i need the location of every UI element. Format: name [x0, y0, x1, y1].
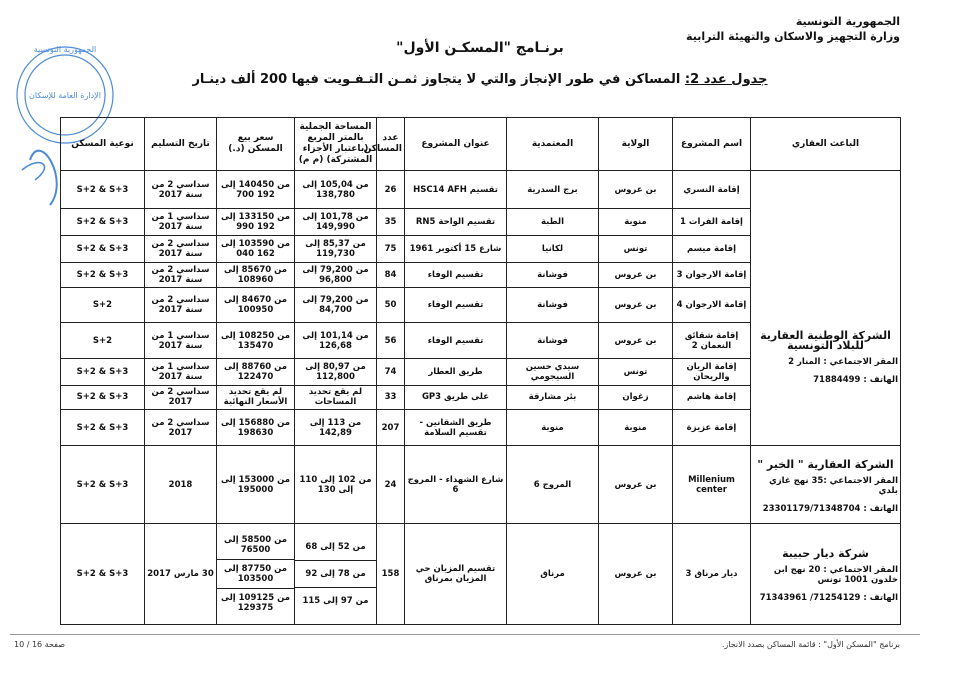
cell-price: من 133150 إلى 192 990: [217, 209, 295, 236]
cell-type: S+2: [61, 323, 145, 359]
header-address: عنوان المشروع: [405, 118, 507, 171]
cell-governorate: بن عروس: [599, 446, 673, 524]
cell-area: [295, 523, 377, 624]
cell-governorate: بن عروس: [599, 523, 673, 624]
header-governorate: الولاية: [599, 118, 673, 171]
price-range: من 58500 إلى 76500: [223, 534, 288, 555]
cell-governorate: بن عروس: [599, 287, 673, 322]
table-description: المساكن في طور الإنجاز والتي لا يتجاوز ثمـن التـفـويت فيها 200 ألف دينـار: [192, 72, 681, 87]
area-range: من 78 إلى 92: [295, 560, 376, 587]
developer-phone: الهاتف : 71884499: [813, 374, 898, 385]
cell-project: Millenium center: [673, 446, 751, 524]
cell-governorate: زغوان: [599, 385, 673, 409]
cell-delegation: فوشانة: [507, 263, 599, 287]
cell-delivery: سداسي 1 من سنة 2017: [145, 323, 217, 359]
developer-cell: [751, 446, 901, 524]
cell-type: S+2 & S+3: [61, 359, 145, 386]
cell-price: من 108250 إلى 135470: [217, 323, 295, 359]
header-price: سعر بيع المسكن (د.): [217, 118, 295, 171]
cell-price: من 156880 إلى 198630: [217, 410, 295, 446]
cell-area: من 85,37 إلى 119,730: [295, 235, 377, 263]
cell-area: لم يقع تحديد المساحات: [295, 385, 377, 409]
developer-address: المقر الاجتماعي :35 نهج غازي بلدي: [768, 476, 898, 497]
table-row: [61, 446, 901, 524]
developer-phone: الهاتف : 23301179/71348704: [762, 504, 898, 515]
svg-text:الإدارة العامة للإسكان: الإدارة العامة للإسكان: [29, 91, 101, 100]
housing-table: [60, 117, 901, 625]
price-range: من 109125 إلى 129375: [217, 588, 294, 617]
cell-price: [217, 523, 295, 624]
cell-count: 84: [377, 263, 405, 287]
cell-price: من 103590 إلى 162 040: [217, 235, 295, 263]
table-number-label: جدول عدد 2:: [684, 72, 768, 87]
cell-area: من 101,78 إلى 149,990: [295, 209, 377, 236]
developer-address: المقر الاجتماعي : 20 نهج ابن خلدون 1001 تونس: [773, 565, 898, 586]
cell-project: إقامة ميسم: [673, 235, 751, 263]
table-body: [61, 171, 901, 625]
cell-governorate: تونس: [599, 235, 673, 263]
svg-text:الجمهورية التونسية: الجمهورية التونسية: [33, 45, 97, 54]
developer-phone: الهاتف : 71254129/ 71343961: [759, 593, 898, 604]
cell-type: S+2 & S+3: [61, 410, 145, 446]
table-row: [61, 171, 901, 209]
table-row: [61, 523, 901, 624]
cell-delivery: سداسي 2 من سنة 2017: [145, 171, 217, 209]
cell-count: 50: [377, 287, 405, 322]
cell-type: S+2 & S+3: [61, 263, 145, 287]
cell-delivery: سداسي 1 من سنة 2017: [145, 209, 217, 236]
cell-price: من 153000 إلى 195000: [217, 446, 295, 524]
cell-price: من 88760 إلى 122470: [217, 359, 295, 386]
republic-label: الجمهورية التونسية: [795, 15, 900, 28]
cell-delivery: سداسي 2 من 2017: [145, 410, 217, 446]
page-number: صفحة 16 / 10: [14, 640, 65, 649]
cell-count: 35: [377, 209, 405, 236]
developer-name: شركة ديار حبيبة: [782, 547, 869, 561]
cell-delegation: برج السدرية: [507, 171, 599, 209]
cell-price: لم يقع تحديد الأسعار النهائية: [217, 385, 295, 409]
cell-delivery: سداسي 2 من سنة 2017: [145, 235, 217, 263]
cell-delivery: سداسي 2 من سنة 2017: [145, 263, 217, 287]
cell-price: من 84670 إلى 100950: [217, 287, 295, 322]
area-range: من 97 إلى 115: [295, 587, 376, 614]
cell-count: 158: [377, 523, 405, 624]
cell-delegation: سيدي حسين السيجومي: [507, 359, 599, 386]
developer-address: المقر الاجتماعي : المنار 2: [788, 356, 898, 367]
cell-count: 26: [377, 171, 405, 209]
cell-address: تقسيم المزيان حي المزيان بمرناق: [405, 523, 507, 624]
table-header-row: [61, 118, 901, 171]
cell-governorate: منوبة: [599, 209, 673, 236]
cell-type: S+2 & S+3: [61, 446, 145, 524]
developer-name: الشركة العقارية " الخير ": [757, 458, 894, 472]
cell-delivery: 2018: [145, 446, 217, 524]
cell-project: ديار مرناق 3: [673, 523, 751, 624]
area-range: من 52 إلى 68: [305, 541, 366, 552]
cell-area: من 79,200 إلى 84,700: [295, 287, 377, 322]
cell-project: إقامة الارجوان 3: [673, 263, 751, 287]
cell-price: من 85670 إلى 108960: [217, 263, 295, 287]
header-delivery: تاريخ التسليم: [145, 118, 217, 171]
cell-project: إقامة عزيزة: [673, 410, 751, 446]
cell-project: إقامة هاشم: [673, 385, 751, 409]
cell-address: تقسيم HSC14 AFH: [405, 171, 507, 209]
cell-delegation: الطبة: [507, 209, 599, 236]
cell-project: إقامة الريان والريحان: [673, 359, 751, 386]
header-type: نوعية المسكن: [61, 118, 145, 171]
header-delegation: المعتمدية: [507, 118, 599, 171]
cell-area: من 102 إلى 110 إلى 130: [295, 446, 377, 524]
cell-delivery: سداسي 2 من سنة 2017: [145, 287, 217, 322]
footer-divider: [10, 634, 920, 635]
cell-delegation: المروج 6: [507, 446, 599, 524]
cell-type: S+2 & S+3: [61, 385, 145, 409]
cell-area: من 101,14 إلى 126,68: [295, 323, 377, 359]
cell-count: 24: [377, 446, 405, 524]
cell-count: 33: [377, 385, 405, 409]
ministry-label: وزارة التجهيز والاسكان والتهيئة الترابية: [686, 30, 900, 43]
header-project: اسم المشروع: [673, 118, 751, 171]
cell-delivery: سداسي 1 من سنة 2017: [145, 359, 217, 386]
header-area: المساحة الجملية بالمتر المربع (باعتبار الأجزاء المشتركة) (م م): [295, 118, 377, 171]
cell-area: من 80,97 إلى 112,800: [295, 359, 377, 386]
price-range: من 87750 إلى 103500: [217, 559, 294, 588]
cell-address: تقسيم الواحة RN5: [405, 209, 507, 236]
cell-type: S+2: [61, 287, 145, 322]
cell-address: شارع 15 أكتوبر 1961: [405, 235, 507, 263]
cell-project: إقامة الفرات 1: [673, 209, 751, 236]
cell-address: تقسيم الوفاء: [405, 263, 507, 287]
cell-governorate: تونس: [599, 359, 673, 386]
header-developer: الباعث العقاري: [751, 118, 901, 171]
developer-cell: [751, 523, 901, 624]
cell-type: S+2 & S+3: [61, 171, 145, 209]
cell-address: على طريق GP3: [405, 385, 507, 409]
program-title: برنـامج "المسكـن الأول": [396, 40, 564, 56]
cell-area: من 113 إلى 142,89: [295, 410, 377, 446]
cell-count: 75: [377, 235, 405, 263]
cell-project: إقامة الارجوان 4: [673, 287, 751, 322]
developer-cell: [751, 171, 901, 446]
developer-name: الشركة الوطنية العقارية للبلاد التونسية: [760, 328, 891, 352]
cell-delegation: منوبة: [507, 410, 599, 446]
cell-count: 74: [377, 359, 405, 386]
cell-area: من 79,200 إلى 96,800: [295, 263, 377, 287]
cell-governorate: بن عروس: [599, 171, 673, 209]
cell-delegation: بئر مشارقة: [507, 385, 599, 409]
cell-delegation: فوشانة: [507, 287, 599, 322]
cell-address: شارع الشهداء - المروج 6: [405, 446, 507, 524]
cell-count: 207: [377, 410, 405, 446]
cell-delegation: لكانيا: [507, 235, 599, 263]
header-count: عدد المساكن: [377, 118, 405, 171]
cell-governorate: منوبة: [599, 410, 673, 446]
cell-delivery: سداسي 2 من 2017: [145, 385, 217, 409]
cell-type: S+2 & S+3: [61, 523, 145, 624]
cell-address: طريق الشقانين - تقسيم السلامة: [405, 410, 507, 446]
cell-delegation: فوشانة: [507, 323, 599, 359]
cell-governorate: بن عروس: [599, 323, 673, 359]
cell-governorate: بن عروس: [599, 263, 673, 287]
cell-type: S+2 & S+3: [61, 209, 145, 236]
cell-area: من 105,04 إلى 138,780: [295, 171, 377, 209]
cell-project: إقامة شقائق النعمان 2: [673, 323, 751, 359]
footer-program-note: برنامج "المسكن الأول" : قائمة المساكن بصدد الانجاز.: [721, 640, 900, 649]
cell-project: إقامة النسري: [673, 171, 751, 209]
cell-price: من 140450 إلى 192 700: [217, 171, 295, 209]
cell-address: تقسيم الوفاء: [405, 323, 507, 359]
cell-address: طريق العطار: [405, 359, 507, 386]
cell-type: S+2 & S+3: [61, 235, 145, 263]
cell-count: 56: [377, 323, 405, 359]
cell-delivery: 30 مارس 2017: [145, 523, 217, 624]
table-subtitle: [0, 72, 960, 87]
cell-delegation: مرناق: [507, 523, 599, 624]
cell-address: تقسيم الوفاء: [405, 287, 507, 322]
